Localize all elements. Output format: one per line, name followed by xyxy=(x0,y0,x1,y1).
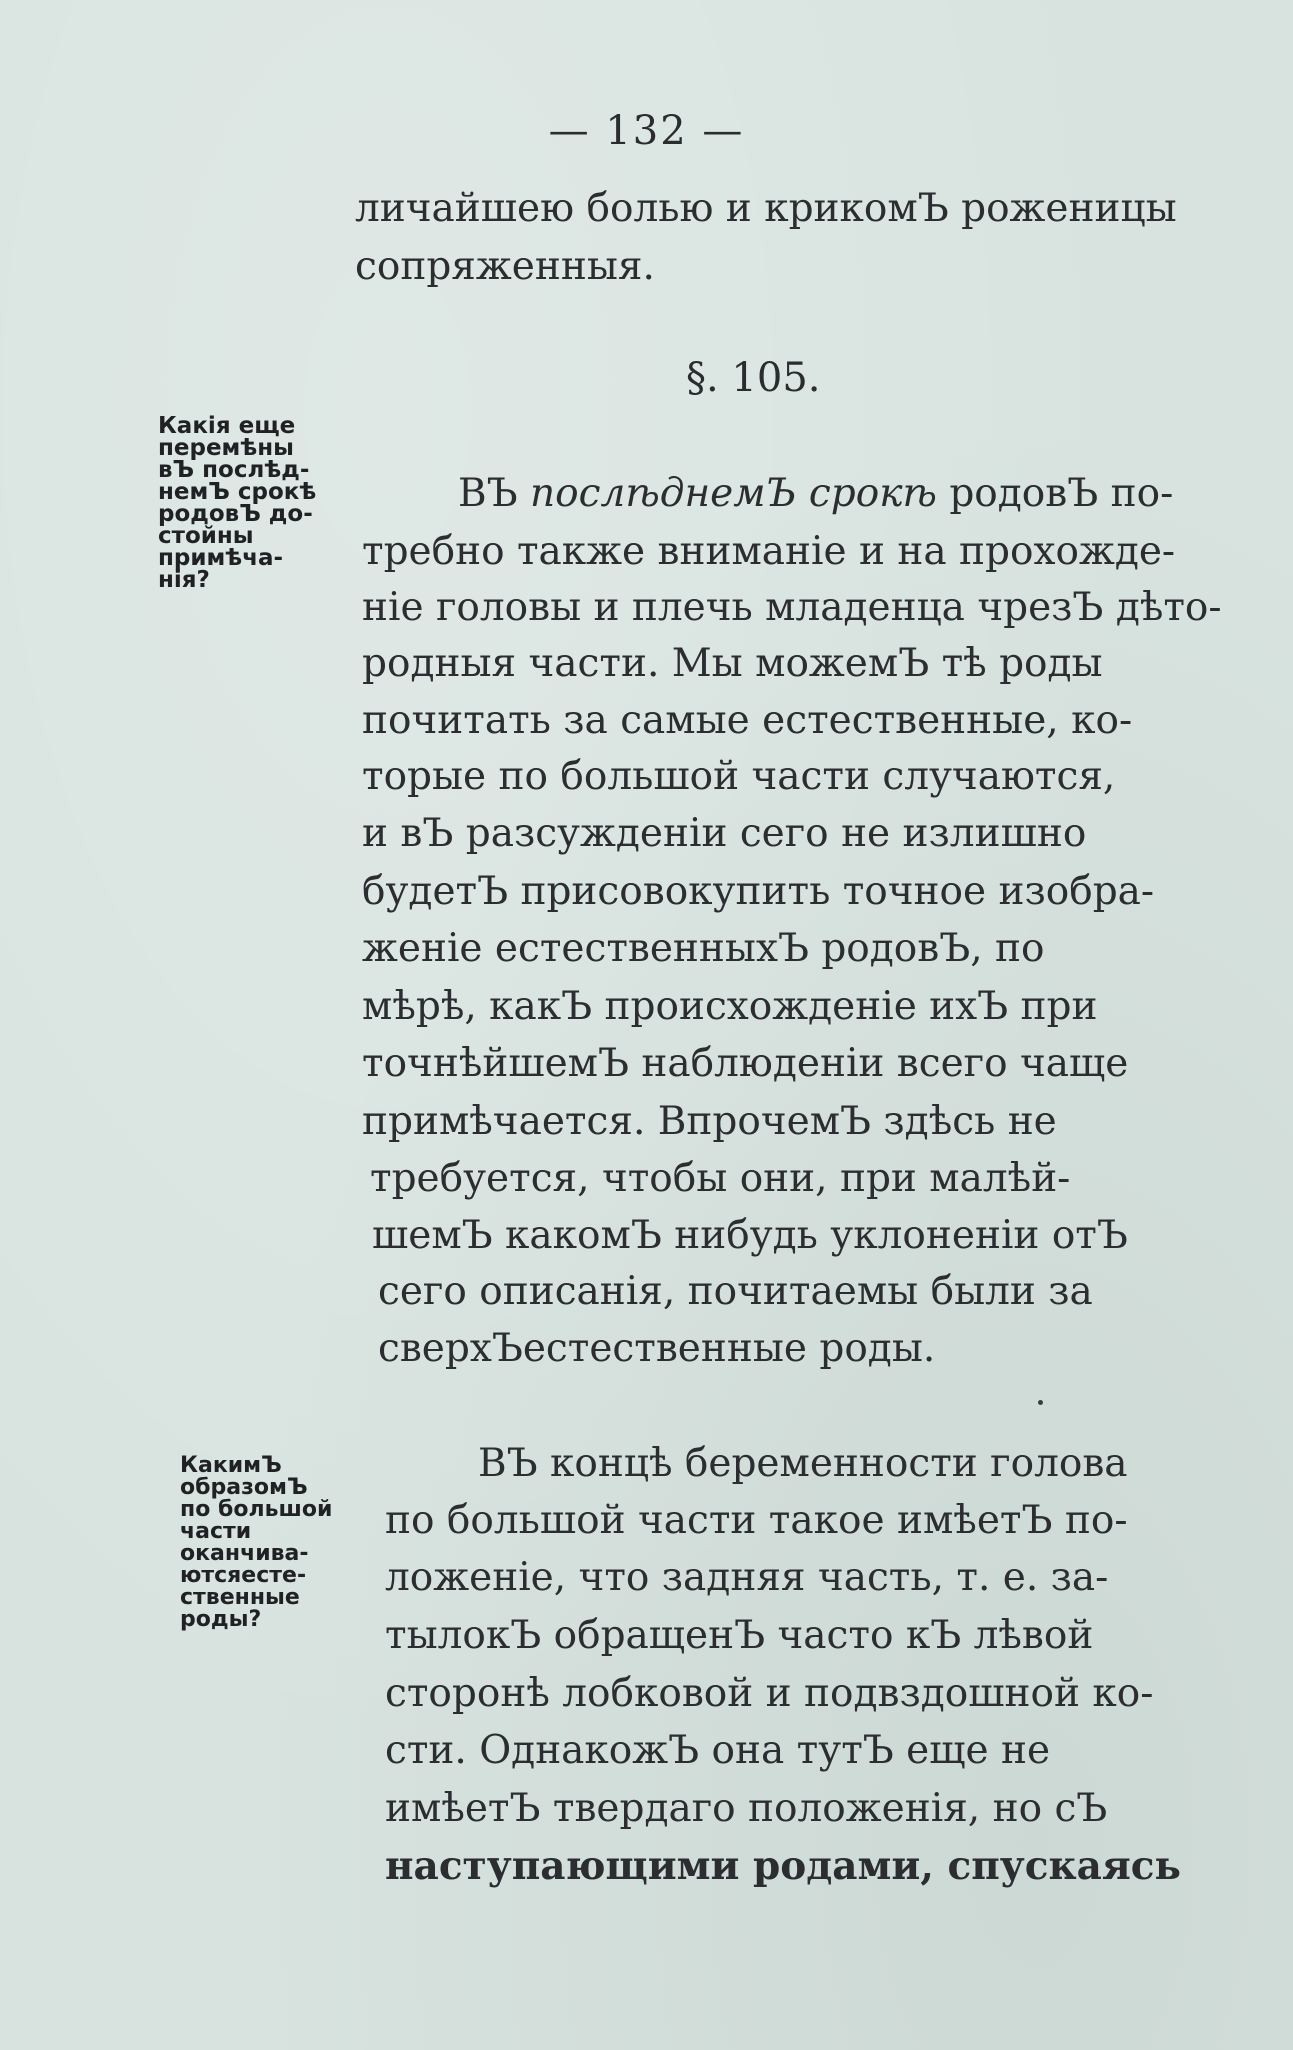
paragraph-2-line: сторонѣ лобковой и подвздошной ко- xyxy=(385,1671,1154,1716)
paragraph-2-line: по большой части такое имѣетЪ по- xyxy=(385,1498,1128,1543)
opening-line-1: личайшею болью и крикомЪ роженицы xyxy=(355,186,1177,231)
paragraph-1-line: точнѣйшемЪ наблюденіи всего чаще xyxy=(362,1041,1129,1086)
margin-note-1 xyxy=(158,415,316,591)
margin-note-1-line: стойны xyxy=(158,523,254,549)
margin-note-1-line: примѣча- xyxy=(158,545,284,571)
paragraph-2-line: сти. ОднакожЪ она тутЪ еще не xyxy=(385,1728,1051,1773)
paragraph-1-line: торые по большой части случаются, xyxy=(362,754,1116,799)
margin-note-1-line: немЪ срокѣ xyxy=(158,479,317,505)
paragraph-1-suffix: родовЪ по- xyxy=(936,471,1174,516)
paragraph-1-line: и вЪ разсужденіи сего не излишно xyxy=(362,811,1087,856)
paragraph-2-line: ВЪ концѣ беременности голова xyxy=(478,1441,1128,1486)
opening-line-2: сопряженныя. xyxy=(355,244,655,289)
paragraph-1-line: сего описанія, почитаемы были за xyxy=(378,1269,1093,1314)
margin-note-2 xyxy=(180,1455,332,1631)
paragraph-1-line: будетЪ присовокупить точное изобра- xyxy=(362,869,1155,914)
margin-note-2-line: части xyxy=(180,1519,252,1544)
margin-note-1-line: перемѣны xyxy=(158,435,294,461)
paragraph-2-line: имѣетЪ твердаго положенія, но сЪ xyxy=(385,1786,1108,1831)
margin-note-1-line: нія? xyxy=(158,567,210,593)
ink-dot xyxy=(1038,1400,1043,1405)
paragraph-2-line: тылокЪ обращенЪ часто кЪ лѣвой xyxy=(385,1613,1094,1658)
section-heading: §. 105. xyxy=(686,355,821,401)
paragraph-1-line: требно также вниманіе и на прохожде- xyxy=(362,529,1176,574)
paragraph-1-line: мѣрѣ, какЪ происхожденіе ихЪ при xyxy=(362,984,1098,1029)
margin-note-2-line: ственные xyxy=(180,1585,300,1610)
paragraph-1-line: шемЪ какомЪ нибудь уклоненіи отЪ xyxy=(372,1213,1128,1258)
paragraph-1-line: примѣчается. ВпрочемЪ здѣсь не xyxy=(362,1099,1057,1144)
paragraph-1-line: сверхЪестественные роды. xyxy=(378,1326,936,1371)
page-number: — 132 — xyxy=(548,108,745,154)
margin-note-1-line: Какія еще xyxy=(158,413,296,439)
paragraph-1-line: родныя части. Мы можемЪ тѣ роды xyxy=(362,641,1103,686)
margin-note-2-line: роды? xyxy=(180,1607,262,1632)
margin-note-1-line: вЪ послѣд- xyxy=(158,457,310,483)
margin-note-2-line: оканчива- xyxy=(180,1541,309,1566)
paragraph-1-line: требуется, чтобы они, при малѣй- xyxy=(370,1156,1071,1201)
margin-note-1-line: родовЪ до- xyxy=(158,501,313,527)
margin-note-2-line: образомЪ xyxy=(180,1475,308,1500)
paragraph-2-line: ложеніе, что задняя часть, т. е. за- xyxy=(385,1555,1109,1600)
margin-note-2-line: КакимЪ xyxy=(180,1453,282,1478)
margin-note-2-line: по большой xyxy=(180,1497,333,1522)
paragraph-2-line: наступающими родами, спускаясь xyxy=(385,1843,1181,1889)
paragraph-1-line: ніе головы и плечь младенца чрезЪ дѣто- xyxy=(362,585,1222,630)
margin-note-2-line: ютсяесте- xyxy=(180,1563,307,1588)
paragraph-1-line-1 xyxy=(458,470,1173,518)
paragraph-1-prefix: ВЪ xyxy=(458,471,531,516)
paragraph-1-line: почитать за самые естественные, ко- xyxy=(362,698,1133,743)
paragraph-1-italic: послѣднемЪ срокѣ xyxy=(530,471,937,516)
paragraph-1-line: женіе естественныхЪ родовЪ, по xyxy=(362,926,1045,971)
